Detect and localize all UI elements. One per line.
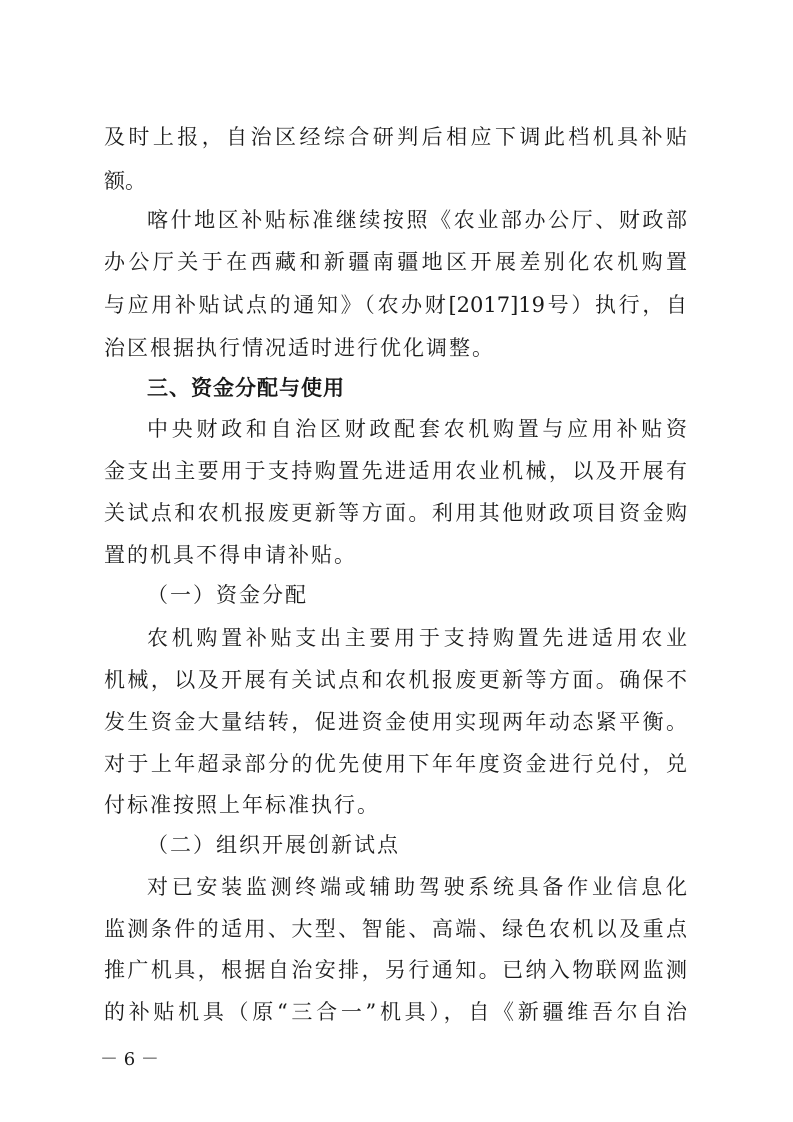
paragraph-line: 推广机具，根据自治安排，另行通知。已纳入物联网监测	[104, 958, 687, 982]
paragraph-line: 付标准按照上年标准执行。	[104, 793, 380, 817]
paragraph-line: 与应用补贴试点的通知》（农办财[2017]19号）执行，自	[104, 293, 687, 317]
paragraph-line: 额。	[104, 169, 146, 193]
paragraph-line: 置的机具不得申请补贴。	[104, 543, 357, 567]
paragraph-line: 的补贴机具（原“三合一”机具），自《新疆维吾尔自治	[104, 1000, 687, 1024]
subsection-heading: （一）资金分配	[147, 583, 308, 607]
paragraph-line: 治区根据执行情况适时进行优化调整。	[104, 336, 495, 360]
paragraph-line: 对已安装监测终端或辅助驾驶系统具备作业信息化	[147, 875, 687, 899]
paragraph-line: 监测条件的适用、大型、智能、高端、绿色农机以及重点	[104, 917, 687, 941]
paragraph-line: 机械，以及开展有关试点和农机报废更新等方面。确保不	[104, 668, 687, 692]
paragraph-line: 喀什地区补贴标准继续按照《农业部办公厅、财政部	[147, 208, 687, 232]
paragraph-line: 关试点和农机报废更新等方面。利用其他财政项目资金购	[104, 501, 687, 525]
paragraph-line: 对于上年超录部分的优先使用下年年度资金进行兑付，兑	[104, 752, 687, 776]
section-heading: 三、资金分配与使用	[147, 376, 345, 400]
subsection-heading: （二）组织开展创新试点	[147, 833, 400, 857]
paragraph-line: 中央财政和自治区财政配套农机购置与应用补贴资	[147, 417, 687, 441]
paragraph-line: 及时上报，自治区经综合研判后相应下调此档机具补贴	[104, 125, 687, 149]
paragraph-line: 农机购置补贴支出主要用于支持购置先进适用农业	[147, 626, 687, 650]
paragraph-line: 金支出主要用于支持购置先进适用农业机械，以及开展有	[104, 459, 687, 483]
paragraph-line: 发生资金大量结转，促进资金使用实现两年动态紧平衡。	[104, 710, 687, 734]
paragraph-line: 办公厅关于在西藏和新疆南疆地区开展差别化农机购置	[104, 250, 687, 274]
page-number: － 6 －	[100, 1049, 159, 1070]
